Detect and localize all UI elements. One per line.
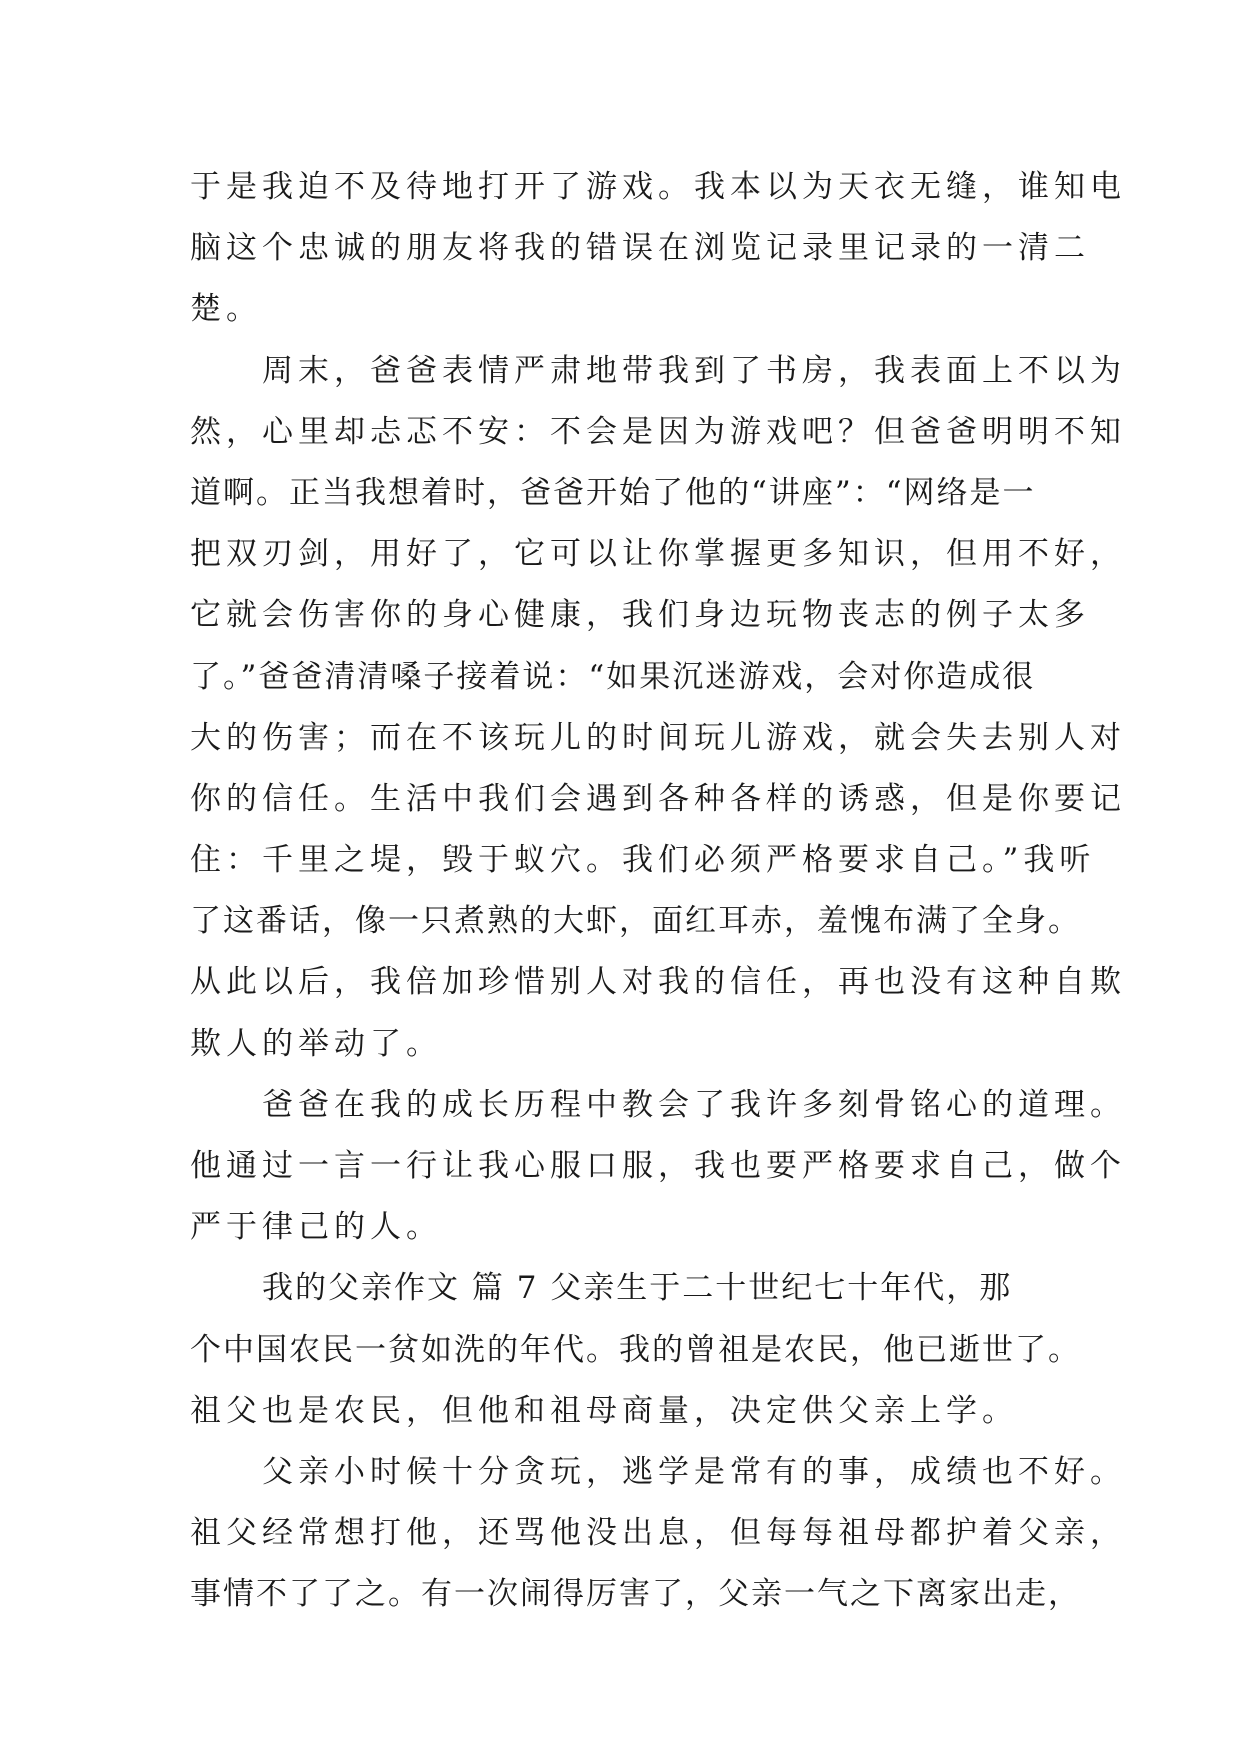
text-line: 它就会伤害你的身心健康，我们身边玩物丧志的例子太多 [190,597,1090,634]
text-line: 了。”爸爸清清嗓子接着说：“如果沉迷游戏，会对你造成很 [190,658,1036,695]
text-line: 欺人的举动了。 [190,1025,442,1062]
text-line: 脑这个忠诚的朋友将我的错误在浏览记录里记录的一清二 [190,230,1090,267]
paragraph-first-line: 爸爸在我的成长历程中教会了我许多刻骨铭心的道理。 [262,1086,1126,1123]
text-line: 祖父经常想打他，还骂他没出息，但每每祖母都护着父亲， [190,1515,1126,1552]
text-line: 把双刃剑，用好了，它可以让你掌握更多知识，但用不好， [190,536,1126,573]
text-line: 祖父也是农民，但他和祖母商量，决定供父亲上学。 [190,1392,1018,1429]
document-body [190,157,1126,1626]
text-line: 从此以后，我倍加珍惜别人对我的信任，再也没有这种自欺 [190,964,1126,1001]
text-line: 道啊。正当我想着时，爸爸开始了他的“讲座”：“网络是一 [190,474,1036,511]
text-line: 楚。 [190,291,262,328]
text-line: 他通过一言一行让我心服口服，我也要严格要求自己，做个 [190,1148,1126,1184]
text-line: 大的伤害；而在不该玩儿的时间玩儿游戏，就会失去别人对 [190,719,1126,756]
text-line: 于是我迫不及待地打开了游戏。我本以为天衣无缝，谁知电 [190,169,1126,205]
paragraph-first-line: 父亲小时候十分贪玩，逃学是常有的事，成绩也不好。 [262,1453,1126,1490]
text-line: 了这番话，像一只煮熟的大虾，面红耳赤，羞愧布满了全身。 [190,903,1081,940]
text-line: 事情不了了之。有一次闹得厉害了，父亲一气之下离家出走， [190,1576,1081,1613]
text-line: 住：千里之堤，毁于蚁穴。我们必须严格要求自己。”我听 [190,842,1096,879]
text-line: 个中国农民一贫如洗的年代。我的曾祖是农民，他已逝世了。 [190,1331,1081,1368]
text-line: 你的信任。生活中我们会遇到各种各样的诱惑，但是你要记 [190,780,1126,817]
text-line: 然，心里却忐忑不安：不会是因为游戏吧？但爸爸明明不知 [190,413,1126,450]
text-line: 严于律己的人。 [190,1209,442,1246]
section-heading-line: 我的父亲作文 篇 7 父亲生于二十世纪七十年代，那 [262,1270,1013,1307]
paragraph-first-line: 周末，爸爸表情严肃地带我到了书房，我表面上不以为 [262,352,1126,389]
